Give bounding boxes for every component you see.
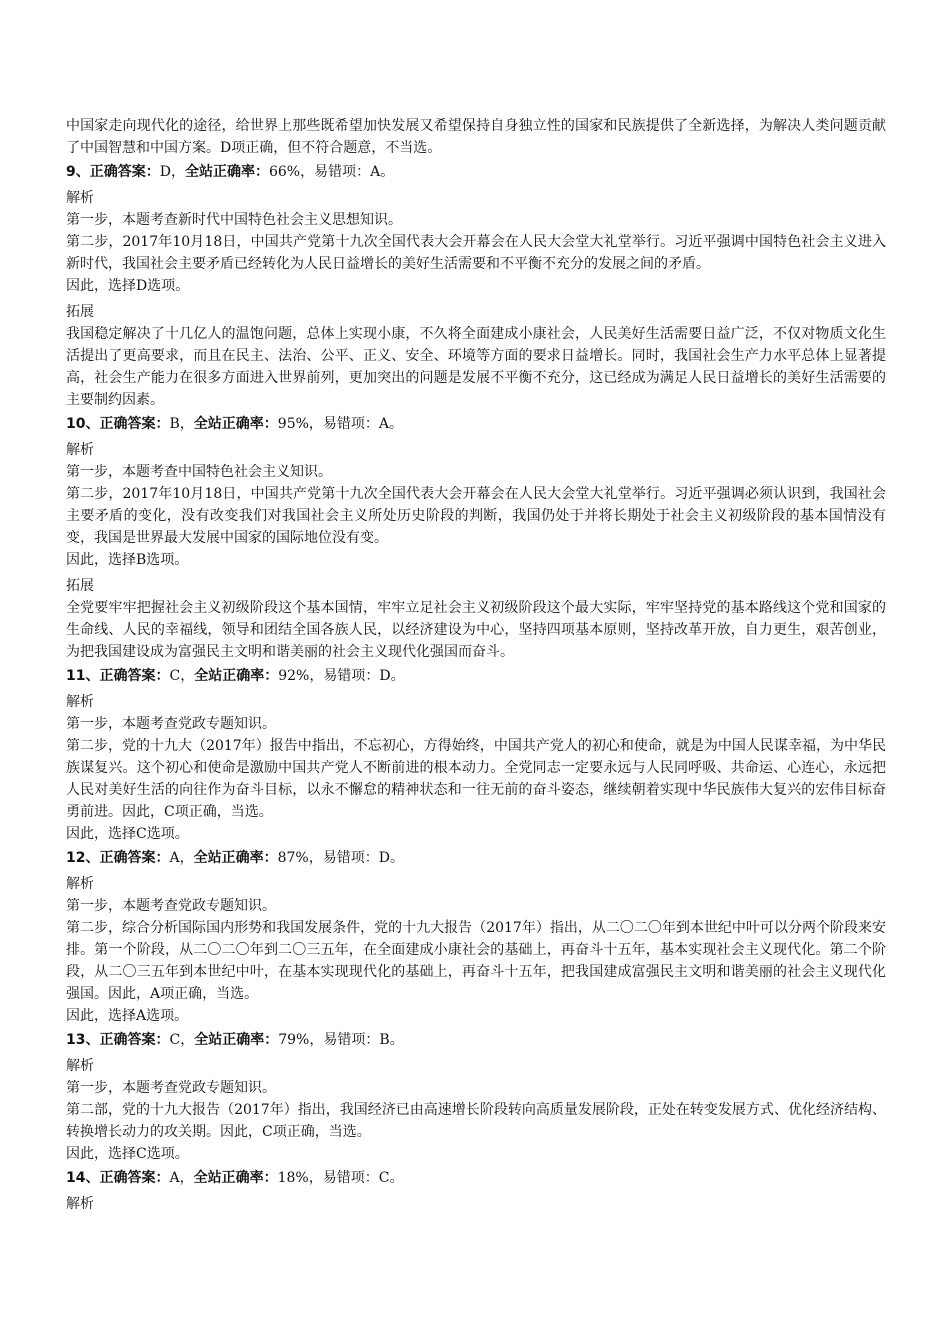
question-number: 14 bbox=[66, 1170, 86, 1186]
answer-line bbox=[66, 1029, 886, 1051]
question-number: 10 bbox=[66, 416, 86, 432]
analysis-label: 解析 bbox=[66, 442, 94, 458]
analysis-label: 解析 bbox=[66, 1058, 94, 1074]
end-mark: 。 bbox=[389, 850, 404, 866]
analysis-paragraph: 第二步，党的十九大（2017年）报告中指出，不忘初心，方得始终，中国共产党人的初心和使命，就是为中国人民谋幸福，为中华民族谋复兴。这个初心和使命是激励中国共产党人不断前进的根本动力。全党同志一定要永远与人民同呼吸、共命运、心连心，永远把人民对美好生活的向往作为奋斗目标，以永不懈怠的精神状态和一往无前的奋斗姿态，继续朝着实现中华民族伟大复兴的宏伟目标奋勇前进。因此，C项正确，当选。 bbox=[66, 738, 886, 820]
answer-heading bbox=[66, 850, 169, 866]
correct-answer-label: 、正确答案： bbox=[85, 1032, 170, 1048]
analysis-label: 解析 bbox=[66, 190, 94, 206]
site-rate-label: 全站正确率： bbox=[184, 164, 269, 180]
end-mark: 。 bbox=[389, 1170, 404, 1186]
site-rate-value: 92% bbox=[278, 668, 310, 684]
wrong-option-value: A bbox=[378, 416, 390, 432]
correct-answer-label: 、正确答案： bbox=[85, 668, 170, 684]
extension-label: 拓展 bbox=[66, 578, 94, 594]
answer-heading bbox=[66, 416, 169, 432]
question-number: 9 bbox=[66, 164, 76, 180]
correct-answer-value: C bbox=[169, 668, 181, 684]
analysis-paragraph: 第一步，本题考查新时代中国特色社会主义思想知识。 bbox=[66, 212, 402, 228]
site-rate-label: 全站正确率： bbox=[193, 850, 278, 866]
correct-answer-label: 、正确答案： bbox=[85, 416, 170, 432]
document-body bbox=[66, 115, 886, 1215]
answer-line bbox=[66, 1167, 886, 1189]
extension-paragraph: 全党要牢牢把握社会主义初级阶段这个基本国情，牢牢立足社会主义初级阶段这个最大实际，牢牢坚持党的基本路线这个党和国家的生命线、人民的幸福线，领导和团结全国各族人民，以经济建设为中心，坚持四项基本原则，坚持改革开放，自力更生，艰苦创业，为把我国建设成为富强民主文明和谐美丽的社会主义现代化强国而奋斗。 bbox=[66, 600, 886, 660]
question-list bbox=[66, 161, 886, 1215]
analysis-paragraph: 因此，选择B选项。 bbox=[66, 552, 189, 568]
wrong-option-label: ，易错项： bbox=[309, 1032, 380, 1048]
wrong-option-label: ，易错项： bbox=[309, 668, 380, 684]
answer-line bbox=[66, 413, 886, 435]
analysis-paragraph: 因此，选择C选项。 bbox=[66, 1146, 189, 1162]
end-mark: 。 bbox=[380, 164, 395, 180]
site-rate-value: 87% bbox=[277, 850, 309, 866]
site-rate-value: 79% bbox=[278, 1032, 310, 1048]
site-rate-value: 95% bbox=[277, 416, 309, 432]
correct-answer-value: C bbox=[169, 1032, 181, 1048]
end-mark: 。 bbox=[389, 416, 404, 432]
intro-paragraph: 中国家走向现代化的途径，给世界上那些既希望加快发展又希望保持自身独立性的国家和民族提供了全新选择，为解决人类问题贡献了中国智慧和中国方案。D项正确，但不符合题意，不当选。 bbox=[66, 118, 886, 156]
extension-label: 拓展 bbox=[66, 304, 94, 320]
end-mark: 。 bbox=[389, 1032, 404, 1048]
analysis-paragraph: 第一步，本题考查党政专题知识。 bbox=[66, 1080, 276, 1096]
question-number: 11 bbox=[66, 668, 86, 684]
wrong-option-value: C bbox=[378, 1170, 390, 1186]
answer-heading bbox=[66, 164, 160, 180]
site-rate-label: 全站正确率： bbox=[194, 668, 279, 684]
wrong-option-value: A bbox=[370, 164, 381, 180]
answer-line bbox=[66, 161, 886, 183]
wrong-option-value: D bbox=[379, 668, 391, 684]
end-mark: 。 bbox=[390, 668, 405, 684]
correct-answer-value: D bbox=[159, 164, 171, 180]
analysis-paragraph: 第一步，本题考查党政专题知识。 bbox=[66, 716, 276, 732]
answer-heading bbox=[66, 1032, 169, 1048]
wrong-option-value: B bbox=[379, 1032, 390, 1048]
answer-heading bbox=[66, 1170, 169, 1186]
question-block bbox=[66, 847, 886, 1027]
separator: ， bbox=[170, 164, 185, 180]
answer-heading bbox=[66, 668, 169, 684]
separator: ， bbox=[179, 1170, 194, 1186]
analysis-paragraph: 第一步，本题考查党政专题知识。 bbox=[66, 898, 276, 914]
answer-line bbox=[66, 847, 886, 869]
analysis-paragraph: 第二步，2017年10月18日，中国共产党第十九次全国代表大会开幕会在人民大会堂大礼堂举行。习近平强调中国特色社会主义进入新时代，我国社会主要矛盾已经转化为人民日益增长的美好生活需要和不平衡不充分的发展之间的矛盾。 bbox=[66, 234, 886, 272]
question-block bbox=[66, 665, 886, 845]
wrong-option-label: ，易错项： bbox=[308, 416, 379, 432]
correct-answer-label: 、正确答案： bbox=[85, 850, 170, 866]
site-rate-value: 66% bbox=[268, 164, 301, 180]
separator: ， bbox=[179, 416, 194, 432]
question-block bbox=[66, 1167, 886, 1215]
correct-answer-value: A bbox=[169, 1170, 180, 1186]
analysis-paragraph: 因此，选择C选项。 bbox=[66, 826, 189, 842]
question-block bbox=[66, 1029, 886, 1165]
correct-answer-value: A bbox=[169, 850, 180, 866]
analysis-label: 解析 bbox=[66, 1196, 94, 1212]
separator: ， bbox=[179, 850, 194, 866]
site-rate-label: 全站正确率： bbox=[194, 1032, 279, 1048]
analysis-paragraph: 第二部，党的十九大报告（2017年）指出，我国经济已由高速增长阶段转向高质量发展阶段，正处在转变发展方式、优化经济结构、转换增长动力的攻关期。因此，C项正确，当选。 bbox=[66, 1102, 886, 1140]
separator: ， bbox=[180, 668, 195, 684]
extension-paragraph: 我国稳定解决了十几亿人的温饱问题，总体上实现小康，不久将全面建成小康社会，人民美好生活需要日益广泛，不仅对物质文化生活提出了更高要求，而且在民主、法治、公平、正义、安全、环境等方面的要求日益增长。同时，我国社会生产力水平总体上显著提高，社会生产能力在很多方面进入世界前列，更加突出的问题是发展不平衡不充分，这已经成为满足人民日益增长的美好生活需要的主要制约因素。 bbox=[66, 326, 886, 408]
site-rate-label: 全站正确率： bbox=[193, 416, 278, 432]
question-number: 12 bbox=[66, 850, 86, 866]
correct-answer-label: 、正确答案： bbox=[85, 1170, 170, 1186]
analysis-label: 解析 bbox=[66, 876, 94, 892]
question-block bbox=[66, 413, 886, 663]
analysis-paragraph: 第二步，2017年10月18日，中国共产党第十九次全国代表大会开幕会在人民大会堂大礼堂举行。习近平强调必须认识到，我国社会主要矛盾的变化，没有改变我们对我国社会主义所处历史阶段的判断，我国仍处于并将长期处于社会主义初级阶段的基本国情没有变，我国是世界最大发展中国家的国际地位没有变。 bbox=[66, 486, 886, 546]
analysis-label: 解析 bbox=[66, 694, 94, 710]
site-rate-value: 18% bbox=[277, 1170, 309, 1186]
correct-answer-label: 、正确答案： bbox=[75, 164, 160, 180]
question-block bbox=[66, 161, 886, 411]
wrong-option-label: ，易错项： bbox=[308, 850, 379, 866]
wrong-option-label: ，易错项： bbox=[308, 1170, 379, 1186]
analysis-paragraph: 因此，选择D选项。 bbox=[66, 278, 190, 294]
wrong-option-value: D bbox=[378, 850, 390, 866]
correct-answer-value: B bbox=[169, 416, 180, 432]
wrong-option-label: ，易错项： bbox=[300, 164, 371, 180]
separator: ， bbox=[180, 1032, 195, 1048]
answer-line bbox=[66, 665, 886, 687]
analysis-paragraph: 因此，选择A选项。 bbox=[66, 1008, 189, 1024]
analysis-paragraph: 第一步，本题考查中国特色社会主义知识。 bbox=[66, 464, 332, 480]
site-rate-label: 全站正确率： bbox=[193, 1170, 278, 1186]
question-number: 13 bbox=[66, 1032, 86, 1048]
analysis-paragraph: 第二步，综合分析国际国内形势和我国发展条件，党的十九大报告（2017年）指出，从二〇二〇年到本世纪中叶可以分两个阶段来安排。第一个阶段，从二〇二〇年到二〇三五年，在全面建成小康社会的基础上，再奋斗十五年，基本实现社会主义现代化。第二个阶段，从二〇三五年到本世纪中叶，在基本实现现代化的基础上，再奋斗十五年，把我国建成富强民主文明和谐美丽的社会主义现代化强国。因此，A项正确，当选。 bbox=[66, 920, 886, 1002]
